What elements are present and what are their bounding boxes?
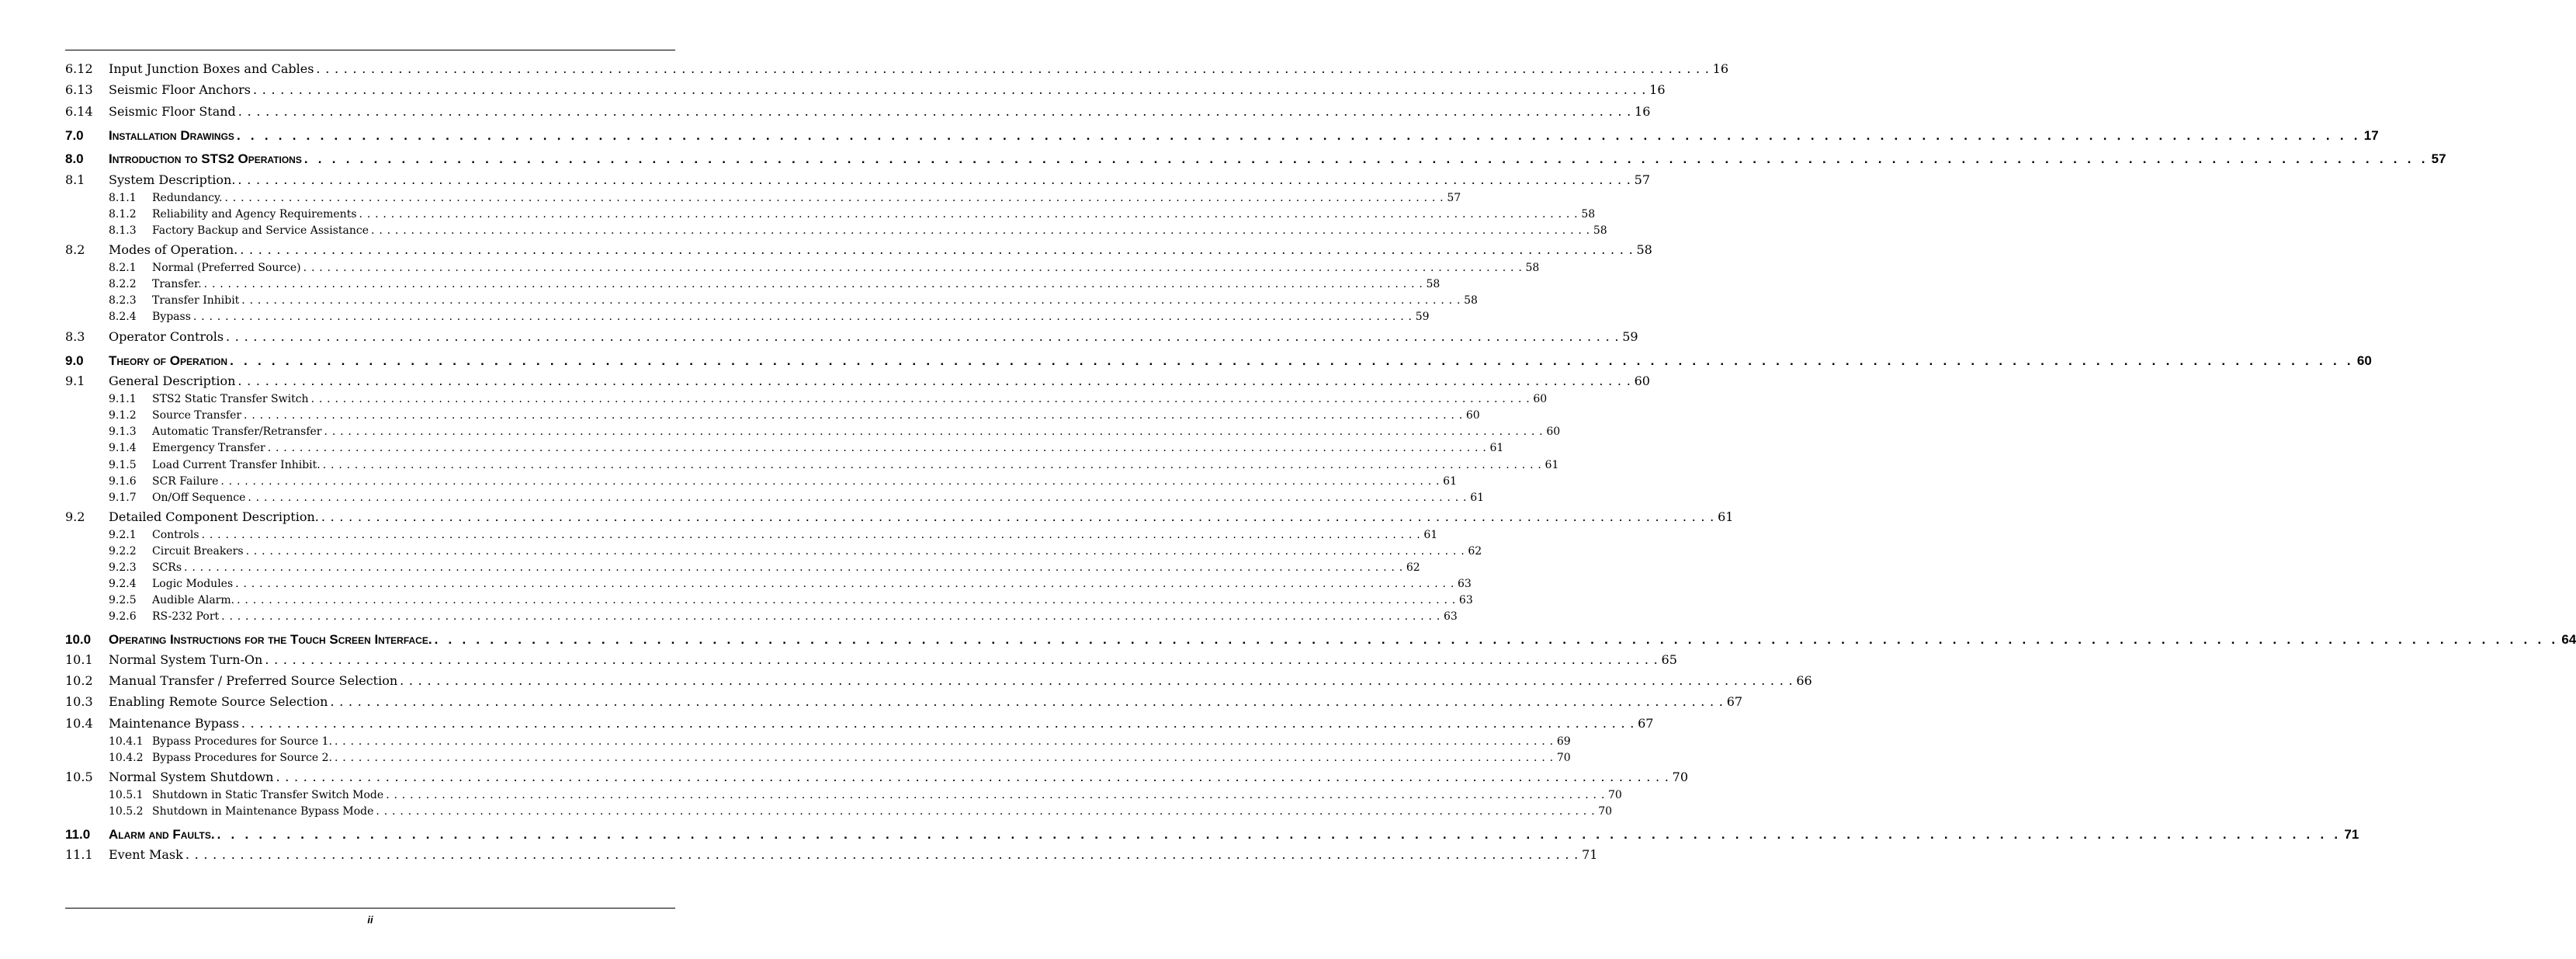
toc-entry-title-line: [109, 694, 1743, 709]
toc-subsection-entry[interactable]: [65, 529, 1438, 546]
toc-entry-number: 8.2.4: [109, 311, 137, 323]
toc-entry-number: 8.2.3: [109, 294, 137, 307]
toc-entry-title: Manual Transfer / Preferred Source Selection: [109, 673, 398, 688]
toc-entry-page: 63: [1443, 610, 1458, 623]
toc-dot-leader: . . . . . . . . . . . . . . . . . . . . . . . . . . . . . . . . . . . . . . . . . . . . . . . . . . . . . . . . . . . . . . . . . . . . . . . . . . . . . . . . . . . . . . . . . . . . . . . . . . . . . . . . . . . . . . . . . . . . . . . . . . . . . . . . . . . . . . . . . . . . . . . . . . . . . . . . .: [400, 673, 1794, 688]
toc-entry-title: Seismic Floor Stand: [109, 104, 236, 119]
toc-entry-title: Logic Modules: [152, 578, 234, 590]
toc-entry-title-line: [109, 374, 1650, 388]
toc-dot-leader: . . . . . . . . . . . . . . . . . . . . . . . . . . . . . . . . . . . . . . . . . . . . . . . . . . . . . . . . . . . . . . . . . . . . . . . . . . . . . . . . . . . . . . . . . . . . . . . . . . . . . . . . . . . . . . . . . . . . . . . . . . . . . . . . . . . . . . . . . . . . . . . . . . . . . . . . .: [226, 329, 1620, 344]
toc-entry-number: 8.1.2: [109, 208, 137, 221]
toc-entry-page: 70: [1556, 752, 1571, 764]
toc-entry-number: 10.5.1: [109, 789, 144, 801]
toc-subsection-entry[interactable]: [65, 475, 1457, 492]
toc-entry-title-line: [152, 278, 1441, 290]
toc-entry-title-line: [109, 716, 1654, 731]
toc-entry-title-line: [152, 192, 1461, 204]
toc-entry-title-line: [109, 329, 1638, 344]
toc-dot-leader: . . . . . . . . . . . . . . . . . . . . . . . . . . . . . . . . . . . . . . . . . . . . . . . . . . . . . . . . . . . . . . . . . . . . . . . . . . . . . . . . . . . . . . . . . . . . . . . . . . . . . . . . . . . . . . . . . . . . . . . . . . . . . . . . . . . . . . . . . . . . . . . . . . . . . . . . .: [241, 294, 1461, 307]
toc-entry-page: 61: [1443, 475, 1457, 488]
toc-entry-page: 58: [1464, 294, 1478, 307]
toc-entry-title-line: [152, 610, 1458, 623]
toc-dot-leader: . . . . . . . . . . . . . . . . . . . . . . . . . . . . . . . . . . . . . . . . . . . . . . . . . . . . . . . . . . . . . . . . . . . . . . . . . . . . . . . . . . . . . . . . . . . . . . . . . . . . . . . . . . . . . . . . . . . . . . . . . . . . . . . . . . . . . . . . . . . . . . . . . . . . . . . . .: [235, 578, 1454, 590]
toc-dot-leader: . . . . . . . . . . . . . . . . . . . . . . . . . . . . . . . . . . . . . . . . . . . . . . . . . . . . . . . . . . . . . . . . . . . . . . . . . . . . . . . . . . . . . . . . . . . . . . . . . . . . . . . . . . . . . . . . . . . . . . . . . . . . . . . . . . . . . . . . . . . . . . . . . . . . . . . . .: [248, 492, 1468, 504]
toc-entry-number: 8.3: [65, 329, 85, 344]
toc-dot-leader: . . . . . . . . . . . . . . . . . . . . . . . . . . . . . . . . . . . . . . . . . . . . . . . . . . . . . . . . . . . . . . . . . . . . . . . . . . . . . . . . . . . . . . . . . . . . . . . . . . . . . . . . . . . . . . . . . . . . . . . . . . . . . . . . . . . . . . . . . . . . . . . . . . . . . . . . .: [276, 770, 1669, 784]
toc-entry-title-line: [152, 545, 1482, 558]
toc-entry-title: Enabling Remote Source Selection: [109, 694, 328, 709]
toc-entry-title-line: [152, 529, 1438, 541]
toc-entry-title: Bypass Procedures for Source 1.: [152, 735, 332, 748]
toc-subsection-entry[interactable]: [65, 594, 1473, 611]
toc-entry-title-line: [152, 426, 1561, 438]
toc-subsection-entry[interactable]: [65, 442, 1504, 459]
toc-dot-leader: . . . . . . . . . . . . . . . . . . . . . . . . . . . . . . . . . . . . . . . . . . . . . . . . . . . . . . . . . . . . . . . . . . . . . . . . . . . . . . . . . . . . . . . . . . . . . . . . . . . . . . . . . . . . . . . . . . . . . . . . . . . . . . . . . . . . . . . . . . . . . . . . . . . . . . . . .: [310, 393, 1531, 405]
toc-subsection-entry[interactable]: [65, 262, 1540, 279]
toc-entry-number: 7.0: [65, 128, 84, 143]
toc-entry-page: 59: [1622, 329, 1638, 344]
toc-entry-number: 8.2.1: [109, 262, 137, 274]
toc-entry-page: 65: [1661, 652, 1677, 667]
toc-entry-page: 57: [1447, 192, 1461, 204]
toc-dot-leader: . . . . . . . . . . . . . . . . . . . . . . . . . . . . . . . . . . . . . . . . . . . . . . . . . . . . . . . . . . . . . . . . . . . . . . . . . . . . . . . . . . . . . . . . . . . . . . . . . . . . . . . . . . . . . . . . . . . . . . . . . . . . . . . . . . . . . . . . . . . . . . . . . . . . . . . . .: [245, 545, 1465, 558]
toc-entry-title-line: [109, 61, 1728, 76]
toc-subsection-entry[interactable]: [65, 789, 1622, 806]
toc-entry-number: 9.2.6: [109, 610, 137, 623]
toc-entry-title: Emergency Transfer: [152, 442, 265, 454]
toc-entry-page: 69: [1556, 735, 1571, 748]
toc-entry-title: Circuit Breakers: [152, 545, 244, 558]
toc-entry-title-line: [152, 294, 1478, 307]
toc-dot-leader: . . . . . . . . . . . . . . . . . . . . . . . . . . . . . . . . . . . . . . . . . . . . . . . . . . . . . . . . . . . . . . . . . . . . . . . . . . . . . . . . . . . . . . . . . . . . . . . . . . . . . . . . . . . . . . . . . . . . . . . . . . . . . . . . . . . . . . . . . . . . . . . . . . . . . . . . .: [240, 242, 1634, 257]
toc-dot-leader: . . . . . . . . . . . . . . . . . . . . . . . . . . . . . . . . . . . . . . . . . . . . . . . . . . . . . . . . . . . . . . . . . . . . . . . . . . . . . . . . . . . . . . . . . . . . . . . . . . . . . . . . . . . . . . . . . . . . . . . . . . . . . . . . . . . . . . . . . . . . . . . . . . . . . . . . .: [359, 208, 1579, 221]
toc-section-entry[interactable]: [65, 104, 1651, 121]
toc-entry-title: RS-232 Port: [152, 610, 220, 623]
toc-entry-title: SCR Failure: [152, 475, 219, 488]
toc-entry-title-line: [109, 128, 2379, 144]
toc-entry-number: 6.12: [65, 61, 93, 76]
toc-entry-number: 8.1.3: [109, 224, 137, 237]
toc-entry-title: Maintenance Bypass: [109, 716, 239, 731]
toc-entry-number: 9.1.2: [109, 409, 137, 422]
page-number: ii: [367, 914, 373, 926]
toc-entry-title: Bypass: [152, 311, 191, 323]
toc-entry-title: System Description.: [109, 172, 236, 187]
toc-dot-leader: . . . . . . . . . . . . . . . . . . . . . . . . . . . . . . . . . . . . . . . . . . . . . . . . . . . . . . . . . . . . . . . . . . . . . . . . . . . . . . . . . . . . . . . . . . . . . . . . . . . . . . . . . . . . . . . . . . . . . . . . . . . . . . . . . . . . . . . . . . . . . . . . . . . . . . . . .: [303, 151, 2429, 166]
toc-entry-title: Audible Alarm.: [152, 594, 235, 606]
toc-entry-title-line: [109, 673, 1812, 688]
toc-dot-leader: . . . . . . . . . . . . . . . . . . . . . . . . . . . . . . . . . . . . . . . . . . . . . . . . . . . . . . . . . . . . . . . . . . . . . . . . . . . . . . . . . . . . . . . . . . . . . . . . . . . . . . . . . . . . . . . . . . . . . . . . . . . . . . . . . . . . . . . . . . . . . . . . . . . . . . . . .: [185, 847, 1579, 862]
toc-dot-leader: . . . . . . . . . . . . . . . . . . . . . . . . . . . . . . . . . . . . . . . . . . . . . . . . . . . . . . . . . . . . . . . . . . . . . . . . . . . . . . . . . . . . . . . . . . . . . . . . . . . . . . . . . . . . . . . . . . . . . . . . . . . . . . . . . . . . . . . . . . . . . . . . . . . . . . . . .: [316, 61, 1710, 76]
toc-entry-title-line: [152, 409, 1480, 422]
toc-entry-title-line: [152, 208, 1596, 221]
toc-entry-number: 10.0: [65, 632, 92, 647]
toc-entry-number: 11.0: [65, 827, 91, 842]
toc-entry-page: 61: [1718, 509, 1734, 524]
toc-subsection-entry[interactable]: [65, 311, 1430, 328]
toc-entry-title: Factory Backup and Service Assistance: [152, 224, 369, 237]
toc-entry-title-line: [152, 561, 1420, 574]
footer-rule: [65, 908, 675, 909]
toc-entry-title-line: [152, 578, 1472, 590]
toc-subsection-entry[interactable]: [65, 561, 1420, 579]
toc-entry-title: Redundancy.: [152, 192, 223, 204]
toc-dot-leader: . . . . . . . . . . . . . . . . . . . . . . . . . . . . . . . . . . . . . . . . . . . . . . . . . . . . . . . . . . . . . . . . . . . . . . . . . . . . . . . . . . . . . . . . . . . . . . . . . . . . . . . . . . . . . . . . . . . . . . . . . . . . . . . . . . . . . . . . . . . . . . . . . . . . . . . . .: [230, 353, 2354, 368]
toc-entry-page: 63: [1457, 578, 1472, 590]
toc-entry-number: 9.1.6: [109, 475, 137, 488]
toc-entry-title: Installation Drawings: [109, 128, 234, 143]
toc-entry-page: 64: [2561, 632, 2576, 647]
toc-chapter-entry[interactable]: [65, 128, 2379, 145]
toc-entry-title: Input Junction Boxes and Cables: [109, 61, 314, 76]
toc-entry-number: 9.1: [65, 374, 85, 388]
toc-entry-number: 9.1.7: [109, 492, 137, 504]
toc-entry-number: 10.2: [65, 673, 93, 688]
toc-entry-number: 8.2: [65, 242, 85, 257]
toc-entry-title: Seismic Floor Anchors: [109, 82, 251, 97]
toc-entry-title: Bypass Procedures for Source 2.: [152, 752, 332, 764]
toc-dot-leader: . . . . . . . . . . . . . . . . . . . . . . . . . . . . . . . . . . . . . . . . . . . . . . . . . . . . . . . . . . . . . . . . . . . . . . . . . . . . . . . . . . . . . . . . . . . . . . . . . . . . . . . . . . . . . . . . . . . . . . . . . . . . . . . . . . . . . . . . . . . . . . . . . . . . . . . . .: [324, 426, 1544, 438]
toc-entry-page: 60: [1634, 374, 1650, 388]
toc-dot-leader: . . . . . . . . . . . . . . . . . . . . . . . . . . . . . . . . . . . . . . . . . . . . . . . . . . . . . . . . . . . . . . . . . . . . . . . . . . . . . . . . . . . . . . . . . . . . . . . . . . . . . . . . . . . . . . . . . . . . . . . . . . . . . . . . . . . . . . . . . . . . . . . . . . . . . . . . .: [330, 694, 1724, 709]
toc-entry-page: 57: [1634, 172, 1650, 187]
toc-entry-title: STS2 Static Transfer Switch: [152, 393, 309, 405]
toc-entry-page: 60: [1465, 409, 1480, 422]
toc-entry-title: Automatic Transfer/Retransfer: [152, 426, 322, 438]
toc-entry-number: 10.4: [65, 716, 93, 731]
toc-entry-page: 62: [1406, 561, 1420, 574]
toc-entry-page: 61: [1545, 459, 1559, 471]
toc-entry-title-line: [109, 242, 1652, 257]
toc-section-entry[interactable]: [65, 770, 1689, 787]
toc-subsection-entry[interactable]: [65, 578, 1472, 595]
toc-entry-page: 70: [1672, 770, 1689, 784]
toc-entry-title: Source Transfer: [152, 409, 242, 422]
toc-dot-leader: . . . . . . . . . . . . . . . . . . . . . . . . . . . . . . . . . . . . . . . . . . . . . . . . . . . . . . . . . . . . . . . . . . . . . . . . . . . . . . . . . . . . . . . . . . . . . . . . . . . . . . . . . . . . . . . . . . . . . . . . . . . . . . . . . . . . . . . . . . . . . . . . . . . . . . . . .: [335, 752, 1554, 764]
toc-subsection-entry[interactable]: [65, 409, 1480, 426]
toc-entry-title-line: [109, 847, 1598, 862]
toc-entry-number: 9.1.5: [109, 459, 137, 471]
toc-entry-number: 10.4.2: [109, 752, 144, 764]
toc-section-entry[interactable]: [65, 374, 1650, 391]
toc-entry-page: 67: [1638, 716, 1654, 731]
toc-dot-leader: . . . . . . . . . . . . . . . . . . . . . . . . . . . . . . . . . . . . . . . . . . . . . . . . . . . . . . . . . . . . . . . . . . . . . . . . . . . . . . . . . . . . . . . . . . . . . . . . . . . . . . . . . . . . . . . . . . . . . . . . . . . . . . . . . . . . . . . . . . . . . . . . . . . . . . . . .: [241, 716, 1635, 731]
toc-entry-title: Reliability and Agency Requirements: [152, 208, 357, 221]
toc-entry-number: 10.4.1: [109, 735, 144, 748]
toc-entry-title-line: [109, 770, 1689, 784]
toc-entry-title-line: [152, 735, 1571, 748]
toc-entry-title-line: [152, 594, 1473, 606]
toc-dot-leader: . . . . . . . . . . . . . . . . . . . . . . . . . . . . . . . . . . . . . . . . . . . . . . . . . . . . . . . . . . . . . . . . . . . . . . . . . . . . . . . . . . . . . . . . . . . . . . . . . . . . . . . . . . . . . . . . . . . . . . . . . . . . . . . . . . . . . . . . . . . . . . . . . . . . . . . . .: [237, 104, 1632, 119]
toc-section-entry[interactable]: [65, 172, 1650, 189]
toc-entry-title-line: [109, 652, 1677, 667]
toc-dot-leader: . . . . . . . . . . . . . . . . . . . . . . . . . . . . . . . . . . . . . . . . . . . . . . . . . . . . . . . . . . . . . . . . . . . . . . . . . . . . . . . . . . . . . . . . . . . . . . . . . . . . . . . . . . . . . . . . . . . . . . . . . . . . . . . . . . . . . . . . . . . . . . . . . . . . . . . . .: [224, 192, 1444, 204]
toc-entry-title: Controls: [152, 529, 199, 541]
toc-section-entry[interactable]: [65, 652, 1677, 669]
toc-entry-page: 61: [1423, 529, 1438, 541]
toc-entry-page: 58: [1525, 262, 1540, 274]
toc-entry-number: 9.2.4: [109, 578, 137, 590]
toc-entry-title-line: [109, 151, 2446, 167]
toc-subsection-entry[interactable]: [65, 752, 1571, 769]
toc-entry-title: Transfer Inhibit: [152, 294, 240, 307]
toc-entry-number: 9.2: [65, 509, 85, 524]
toc-dot-leader: . . . . . . . . . . . . . . . . . . . . . . . . . . . . . . . . . . . . . . . . . . . . . . . . . . . . . . . . . . . . . . . . . . . . . . . . . . . . . . . . . . . . . . . . . . . . . . . . . . . . . . . . . . . . . . . . . . . . . . . . . . . . . . . . . . . . . . . . . . . . . . . . . . . . . . . . .: [303, 262, 1523, 274]
toc-entry-page: 60: [1533, 393, 1548, 405]
toc-subsection-entry[interactable]: [65, 278, 1441, 295]
toc-dot-leader: . . . . . . . . . . . . . . . . . . . . . . . . . . . . . . . . . . . . . . . . . . . . . . . . . . . . . . . . . . . . . . . . . . . . . . . . . . . . . . . . . . . . . . . . . . . . . . . . . . . . . . . . . . . . . . . . . . . . . . . . . . . . . . . . . . . . . . . . . . . . . . . . . . . . . . . . .: [335, 735, 1554, 748]
toc-entry-title: Transfer.: [152, 278, 202, 290]
toc-dot-leader: . . . . . . . . . . . . . . . . . . . . . . . . . . . . . . . . . . . . . . . . . . . . . . . . . . . . . . . . . . . . . . . . . . . . . . . . . . . . . . . . . . . . . . . . . . . . . . . . . . . . . . . . . . . . . . . . . . . . . . . . . . . . . . . . . . . . . . . . . . . . . . . . . . . . . . . . .: [386, 789, 1605, 801]
toc-entry-page: 63: [1458, 594, 1473, 606]
toc-entry-title-line: [109, 827, 2359, 843]
toc-entry-number: 10.5.2: [109, 805, 144, 818]
toc-entry-title: General Description: [109, 374, 236, 388]
toc-dot-leader: . . . . . . . . . . . . . . . . . . . . . . . . . . . . . . . . . . . . . . . . . . . . . . . . . . . . . . . . . . . . . . . . . . . . . . . . . . . . . . . . . . . . . . . . . . . . . . . . . . . . . . . . . . . . . . . . . . . . . . . . . . . . . . . . . . . . . . . . . . . . . . . . . . . . . . . . .: [267, 442, 1487, 454]
toc-entry-number: 9.2.1: [109, 529, 137, 541]
toc-subsection-entry[interactable]: [65, 294, 1478, 311]
toc-entry-title-line: [152, 492, 1485, 504]
toc-subsection-entry[interactable]: [65, 393, 1548, 410]
toc-entry-title: Shutdown in Static Transfer Switch Mode: [152, 789, 384, 801]
toc-entry-title: Alarm and Faults.: [109, 827, 215, 842]
toc-entry-number: 9.1.3: [109, 426, 137, 438]
toc-section-entry[interactable]: [65, 509, 1734, 526]
toc-entry-number: 9.0: [65, 353, 84, 368]
toc-entry-title-line: [109, 632, 2576, 648]
toc-entry-title: Introduction to STS2 Operations: [109, 151, 302, 166]
toc-entry-page: 58: [1636, 242, 1652, 257]
toc-entry-number: 9.1.4: [109, 442, 137, 454]
toc-entry-title-line: [109, 353, 2372, 369]
toc-entry-title-line: [152, 224, 1607, 237]
toc-dot-leader: . . . . . . . . . . . . . . . . . . . . . . . . . . . . . . . . . . . . . . . . . . . . . . . . . . . . . . . . . . . . . . . . . . . . . . . . . . . . . . . . . . . . . . . . . . . . . . . . . . . . . . . . . . . . . . . . . . . . . . . . . . . . . . . . . . . . . . . . . . . . . . . . . . . . . . . . .: [236, 128, 2361, 143]
toc-dot-leader: . . . . . . . . . . . . . . . . . . . . . . . . . . . . . . . . . . . . . . . . . . . . . . . . . . . . . . . . . . . . . . . . . . . . . . . . . . . . . . . . . . . . . . . . . . . . . . . . . . . . . . . . . . . . . . . . . . . . . . . . . . . . . . . . . . . . . . . . . . . . . . . . . . . . . . . . .: [220, 475, 1441, 488]
toc-entry-title-line: [109, 509, 1734, 524]
toc-entry-page: 58: [1593, 224, 1607, 237]
toc-section-entry[interactable]: [65, 61, 1728, 78]
toc-entry-title-line: [109, 82, 1666, 97]
toc-dot-leader: . . . . . . . . . . . . . . . . . . . . . . . . . . . . . . . . . . . . . . . . . . . . . . . . . . . . . . . . . . . . . . . . . . . . . . . . . . . . . . . . . . . . . . . . . . . . . . . . . . . . . . . . . . . . . . . . . . . . . . . . . . . . . . . . . . . . . . . . . . . . . . . . . . . . . . . . .: [217, 827, 2342, 842]
toc-subsection-entry[interactable]: [65, 545, 1482, 562]
toc-entry-number: 8.0: [65, 151, 84, 166]
toc-entry-title: Event Mask: [109, 847, 183, 862]
toc-entry-number: 6.14: [65, 104, 93, 119]
toc-entry-title: On/Off Sequence: [152, 492, 246, 504]
toc-entry-page: 67: [1726, 694, 1743, 709]
toc-entry-number: 8.1: [65, 172, 85, 187]
toc-entry-page: 60: [1546, 426, 1561, 438]
toc-section-entry[interactable]: [65, 82, 1666, 99]
toc-subsection-entry[interactable]: [65, 224, 1607, 241]
toc-subsection-entry[interactable]: [65, 492, 1485, 509]
toc-chapter-entry[interactable]: [65, 353, 2372, 370]
toc-subsection-entry[interactable]: [65, 192, 1461, 209]
toc-dot-leader: . . . . . . . . . . . . . . . . . . . . . . . . . . . . . . . . . . . . . . . . . . . . . . . . . . . . . . . . . . . . . . . . . . . . . . . . . . . . . . . . . . . . . . . . . . . . . . . . . . . . . . . . . . . . . . . . . . . . . . . . . . . . . . . . . . . . . . . . . . . . . . . . . . . . . . . . .: [322, 459, 1542, 471]
toc-dot-leader: . . . . . . . . . . . . . . . . . . . . . . . . . . . . . . . . . . . . . . . . . . . . . . . . . . . . . . . . . . . . . . . . . . . . . . . . . . . . . . . . . . . . . . . . . . . . . . . . . . . . . . . . . . . . . . . . . . . . . . . . . . . . . . . . . . . . . . . . . . . . . . . . . . . . . . . . .: [237, 594, 1456, 606]
toc-entry-number: 9.2.3: [109, 561, 137, 574]
toc-entry-title: Theory of Operation: [109, 353, 228, 368]
toc-entry-page: 16: [1635, 104, 1651, 119]
toc-entry-number: 6.13: [65, 82, 93, 97]
toc-entry-title: Load Current Transfer Inhibit.: [152, 459, 321, 471]
toc-entry-title-line: [152, 805, 1613, 818]
toc-entry-title: Normal System Shutdown: [109, 770, 274, 784]
toc-section-entry[interactable]: [65, 329, 1638, 346]
toc-entry-number: 10.1: [65, 652, 93, 667]
toc-chapter-entry[interactable]: [65, 632, 2576, 649]
toc-chapter-entry[interactable]: [65, 151, 2446, 169]
toc-section-entry[interactable]: [65, 673, 1812, 690]
toc-entry-title-line: [152, 789, 1622, 801]
toc-subsection-entry[interactable]: [65, 459, 1559, 476]
toc-entry-title: Operating Instructions for the Touch Screen Interface.: [109, 632, 432, 647]
toc-entry-page: 66: [1796, 673, 1812, 688]
toc-entry-title: Shutdown in Maintenance Bypass Mode: [152, 805, 374, 818]
toc-entry-number: 9.1.1: [109, 393, 137, 405]
toc-dot-leader: . . . . . . . . . . . . . . . . . . . . . . . . . . . . . . . . . . . . . . . . . . . . . . . . . . . . . . . . . . . . . . . . . . . . . . . . . . . . . . . . . . . . . . . . . . . . . . . . . . . . . . . . . . . . . . . . . . . . . . . . . . . . . . . . . . . . . . . . . . . . . . . . . . . . . . . . .: [237, 374, 1631, 388]
toc-dot-leader: . . . . . . . . . . . . . . . . . . . . . . . . . . . . . . . . . . . . . . . . . . . . . . . . . . . . . . . . . . . . . . . . . . . . . . . . . . . . . . . . . . . . . . . . . . . . . . . . . . . . . . . . . . . . . . . . . . . . . . . . . . . . . . . . . . . . . . . . . . . . . . . . . . . . . . . . .: [376, 805, 1596, 818]
toc-subsection-entry[interactable]: [65, 208, 1596, 225]
toc-entry-page: 60: [2356, 353, 2372, 368]
toc-subsection-entry[interactable]: [65, 805, 1613, 822]
toc-entry-title-line: [152, 262, 1540, 274]
toc-entry-number: 11.1: [65, 847, 93, 862]
toc-entry-page: 71: [1582, 847, 1598, 862]
toc-entry-title-line: [152, 393, 1548, 405]
toc-dot-leader: . . . . . . . . . . . . . . . . . . . . . . . . . . . . . . . . . . . . . . . . . . . . . . . . . . . . . . . . . . . . . . . . . . . . . . . . . . . . . . . . . . . . . . . . . . . . . . . . . . . . . . . . . . . . . . . . . . . . . . . . . . . . . . . . . . . . . . . . . . . . . . . . . . . . . . . . .: [221, 610, 1441, 623]
toc-entry-number: 9.2.5: [109, 594, 137, 606]
toc-entry-title: Normal (Preferred Source): [152, 262, 301, 274]
toc-entry-title-line: [152, 442, 1504, 454]
toc-dot-leader: . . . . . . . . . . . . . . . . . . . . . . . . . . . . . . . . . . . . . . . . . . . . . . . . . . . . . . . . . . . . . . . . . . . . . . . . . . . . . . . . . . . . . . . . . . . . . . . . . . . . . . . . . . . . . . . . . . . . . . . . . . . . . . . . . . . . . . . . . . . . . . . . . . . . . . . . .: [192, 311, 1413, 323]
toc-dot-leader: . . . . . . . . . . . . . . . . . . . . . . . . . . . . . . . . . . . . . . . . . . . . . . . . . . . . . . . . . . . . . . . . . . . . . . . . . . . . . . . . . . . . . . . . . . . . . . . . . . . . . . . . . . . . . . . . . . . . . . . . . . . . . . . . . . . . . . . . . . . . . . . . . . . . . . . . .: [201, 529, 1421, 541]
toc-entry-title: Detailed Component Description.: [109, 509, 319, 524]
toc-entry-page: 70: [1598, 805, 1613, 818]
toc-entry-page: 62: [1468, 545, 1482, 558]
toc-entry-page: 58: [1426, 278, 1441, 290]
toc-entry-title-line: [152, 752, 1571, 764]
toc-entry-number: 10.5: [65, 770, 93, 784]
toc-dot-leader: . . . . . . . . . . . . . . . . . . . . . . . . . . . . . . . . . . . . . . . . . . . . . . . . . . . . . . . . . . . . . . . . . . . . . . . . . . . . . . . . . . . . . . . . . . . . . . . . . . . . . . . . . . . . . . . . . . . . . . . . . . . . . . . . . . . . . . . . . . . . . . . . . . . . . . . . .: [434, 632, 2559, 647]
toc-entry-title-line: [152, 459, 1559, 471]
toc-entry-page: 16: [1649, 82, 1666, 97]
toc-entry-title: Operator Controls: [109, 329, 224, 344]
toc-entry-title: Normal System Turn-On: [109, 652, 263, 667]
toc-section-entry[interactable]: [65, 716, 1654, 733]
toc-section-entry[interactable]: [65, 694, 1743, 711]
toc-dot-leader: . . . . . . . . . . . . . . . . . . . . . . . . . . . . . . . . . . . . . . . . . . . . . . . . . . . . . . . . . . . . . . . . . . . . . . . . . . . . . . . . . . . . . . . . . . . . . . . . . . . . . . . . . . . . . . . . . . . . . . . . . . . . . . . . . . . . . . . . . . . . . . . . . . . . . . . . .: [265, 652, 1659, 667]
toc-subsection-entry[interactable]: [65, 610, 1458, 627]
toc-section-entry[interactable]: [65, 242, 1652, 259]
toc-entry-page: 58: [1581, 208, 1596, 221]
toc-dot-leader: . . . . . . . . . . . . . . . . . . . . . . . . . . . . . . . . . . . . . . . . . . . . . . . . . . . . . . . . . . . . . . . . . . . . . . . . . . . . . . . . . . . . . . . . . . . . . . . . . . . . . . . . . . . . . . . . . . . . . . . . . . . . . . . . . . . . . . . . . . . . . . . . . . . . . . . . .: [371, 224, 1590, 237]
toc-entry-page: 57: [2431, 151, 2446, 166]
toc-dot-leader: . . . . . . . . . . . . . . . . . . . . . . . . . . . . . . . . . . . . . . . . . . . . . . . . . . . . . . . . . . . . . . . . . . . . . . . . . . . . . . . . . . . . . . . . . . . . . . . . . . . . . . . . . . . . . . . . . . . . . . . . . . . . . . . . . . . . . . . . . . . . . . . . . . . . . . . . .: [184, 561, 1403, 574]
toc-entry-title-line: [152, 311, 1430, 323]
toc-chapter-entry[interactable]: [65, 827, 2359, 844]
toc-section-entry[interactable]: [65, 847, 1598, 864]
toc-entry-title-line: [109, 104, 1651, 119]
toc-entry-page: 61: [1489, 442, 1504, 454]
toc-dot-leader: . . . . . . . . . . . . . . . . . . . . . . . . . . . . . . . . . . . . . . . . . . . . . . . . . . . . . . . . . . . . . . . . . . . . . . . . . . . . . . . . . . . . . . . . . . . . . . . . . . . . . . . . . . . . . . . . . . . . . . . . . . . . . . . . . . . . . . . . . . . . . . . . . . . . . . . . .: [237, 172, 1631, 187]
toc-dot-leader: . . . . . . . . . . . . . . . . . . . . . . . . . . . . . . . . . . . . . . . . . . . . . . . . . . . . . . . . . . . . . . . . . . . . . . . . . . . . . . . . . . . . . . . . . . . . . . . . . . . . . . . . . . . . . . . . . . . . . . . . . . . . . . . . . . . . . . . . . . . . . . . . . . . . . . . . .: [321, 509, 1715, 524]
toc-entry-title: SCRs: [152, 561, 182, 574]
toc-entry-number: 9.2.2: [109, 545, 137, 558]
toc-entry-page: 70: [1608, 789, 1622, 801]
toc-entry-page: 59: [1415, 311, 1430, 323]
toc-entry-page: 71: [2344, 827, 2359, 842]
toc-dot-leader: . . . . . . . . . . . . . . . . . . . . . . . . . . . . . . . . . . . . . . . . . . . . . . . . . . . . . . . . . . . . . . . . . . . . . . . . . . . . . . . . . . . . . . . . . . . . . . . . . . . . . . . . . . . . . . . . . . . . . . . . . . . . . . . . . . . . . . . . . . . . . . . . . . . . . . . . .: [203, 278, 1423, 290]
toc-entry-page: 61: [1470, 492, 1485, 504]
toc-subsection-entry[interactable]: [65, 426, 1561, 443]
toc-entry-number: 8.1.1: [109, 192, 137, 204]
toc-entry-number: 10.3: [65, 694, 93, 709]
toc-subsection-entry[interactable]: [65, 735, 1571, 752]
toc-entry-title-line: [109, 172, 1650, 187]
toc-entry-title-line: [152, 475, 1457, 488]
toc-dot-leader: . . . . . . . . . . . . . . . . . . . . . . . . . . . . . . . . . . . . . . . . . . . . . . . . . . . . . . . . . . . . . . . . . . . . . . . . . . . . . . . . . . . . . . . . . . . . . . . . . . . . . . . . . . . . . . . . . . . . . . . . . . . . . . . . . . . . . . . . . . . . . . . . . . . . . . . . .: [244, 409, 1463, 422]
toc-entry-title: Modes of Operation.: [109, 242, 238, 257]
toc-entry-page: 16: [1712, 61, 1728, 76]
toc-entry-page: 17: [2363, 128, 2379, 143]
toc-dot-leader: . . . . . . . . . . . . . . . . . . . . . . . . . . . . . . . . . . . . . . . . . . . . . . . . . . . . . . . . . . . . . . . . . . . . . . . . . . . . . . . . . . . . . . . . . . . . . . . . . . . . . . . . . . . . . . . . . . . . . . . . . . . . . . . . . . . . . . . . . . . . . . . . . . . . . . . . .: [252, 82, 1647, 97]
toc-entry-number: 8.2.2: [109, 278, 137, 290]
